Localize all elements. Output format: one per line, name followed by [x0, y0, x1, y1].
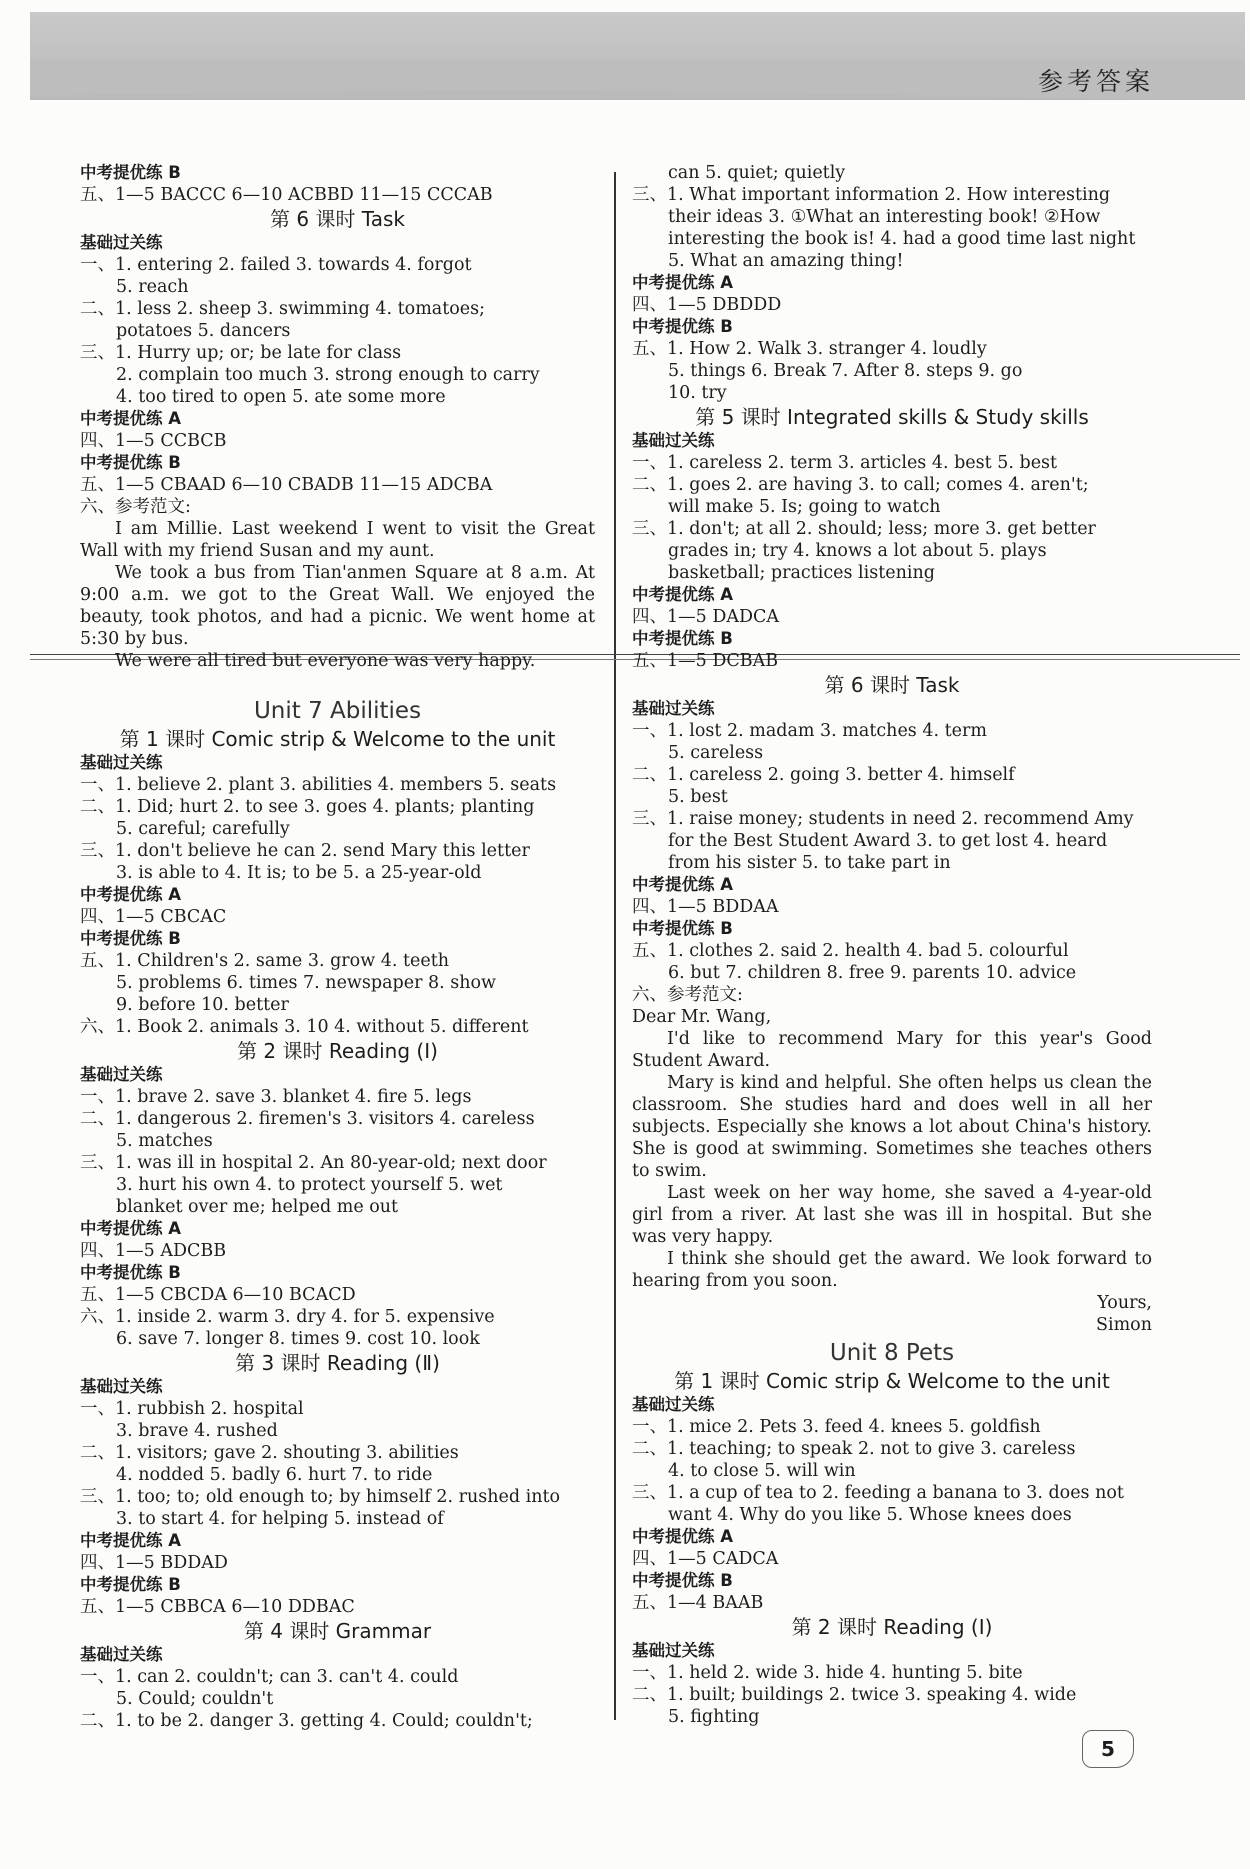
- answer-line: 5. careful; carefully: [116, 819, 290, 839]
- section-label: 中考提优练 B: [80, 929, 181, 948]
- answer-line: 一、1. believe 2. plant 3. abilities 4. members 5. seats: [80, 775, 557, 795]
- answer-line: 五、1—5 CBBCA 6—10 DDBAC: [80, 1597, 355, 1617]
- lesson-heading: 第 2 课时 Reading (Ⅰ): [791, 1615, 993, 1639]
- answer-line: 五、1. clothes 2. said 2. health 4. bad 5. colourful: [632, 941, 1069, 961]
- answer-line: grades in; try 4. knows a lot about 5. plays: [668, 541, 1047, 561]
- section-label: 基础过关练: [632, 1395, 715, 1414]
- section-label: 基础过关练: [80, 1645, 163, 1664]
- section-label: 基础过关练: [80, 1065, 163, 1084]
- answer-line: Last week on her way home, she saved a 4-year-old girl from a river. At last she was ill in hospital. But she was very happy.: [632, 1183, 1152, 1247]
- section-label: 基础过关练: [632, 699, 715, 718]
- answer-line: I'd like to recommend Mary for this year's Good Student Award.: [632, 1029, 1152, 1071]
- answer-line: 一、1. can 2. couldn't; can 3. can't 4. could: [80, 1667, 459, 1687]
- answer-line: 5. Could; couldn't: [116, 1689, 274, 1709]
- unit-heading: Unit 8 Pets: [829, 1340, 955, 1366]
- answer-line: 一、1. entering 2. failed 3. towards 4. forgot: [80, 255, 472, 275]
- answer-line: 三、1. too; to; old enough to; by himself 2. rushed into: [80, 1487, 561, 1507]
- answer-line: Dear Mr. Wang,: [632, 1007, 772, 1027]
- answer-line: blanket over me; helped me out: [116, 1197, 399, 1217]
- answer-line: I am Millie. Last weekend I went to visit the Great Wall with my friend Susan and my aunt.: [80, 519, 595, 561]
- answer-line: will make 5. Is; going to watch: [668, 497, 941, 517]
- answer-line: 四、1—5 BDDAA: [632, 897, 779, 917]
- lesson-heading: 第 4 课时 Grammar: [243, 1619, 432, 1643]
- answer-line: 三、1. Hurry up; or; be late for class: [80, 343, 402, 363]
- section-label: 中考提优练 A: [632, 273, 734, 292]
- section-label: 基础过关练: [80, 753, 163, 772]
- answer-line: 4. nodded 5. badly 6. hurt 7. to ride: [116, 1465, 433, 1485]
- right-bottom-section: [632, 628, 1152, 1728]
- answer-line: 四、1—5 ADCBB: [80, 1241, 227, 1261]
- answer-line: 5. careless: [668, 743, 764, 763]
- section-label: 基础过关练: [632, 431, 715, 450]
- section-label: 中考提优练 B: [632, 919, 733, 938]
- answer-line: can 5. quiet; quietly: [668, 163, 846, 183]
- answer-line: 三、1. was ill in hospital 2. An 80-year-old; next door: [80, 1153, 547, 1173]
- lesson-heading: 第 6 课时 Task: [270, 207, 405, 231]
- answer-line: 一、1. brave 2. save 3. blanket 4. fire 5. legs: [80, 1087, 472, 1107]
- answer-line: 3. to start 4. for helping 5. instead of: [116, 1509, 444, 1529]
- section-label: 中考提优练 A: [80, 1219, 182, 1238]
- answer-line: 二、1. dangerous 2. firemen's 3. visitors 4. careless: [80, 1109, 535, 1129]
- right-column: [632, 162, 1152, 1728]
- answer-line: 一、1. careless 2. term 3. articles 4. best 5. best: [632, 453, 1058, 473]
- unit-heading: Unit 7 Abilities: [253, 698, 422, 724]
- answer-line: 六、1. inside 2. warm 3. dry 4. for 5. expensive: [80, 1307, 495, 1327]
- answer-line: want 4. Why do you like 5. Whose knees does: [668, 1505, 1072, 1525]
- answer-line: 五、1—4 BAAB: [632, 1593, 764, 1613]
- section-label: 中考提优练 A: [632, 585, 734, 604]
- answer-line: 二、1. built; buildings 2. twice 3. speaking 4. wide: [632, 1685, 1077, 1705]
- section-label: 中考提优练 A: [632, 875, 734, 894]
- lesson-heading: 第 3 课时 Reading (Ⅱ): [235, 1351, 440, 1375]
- answer-line: We took a bus from Tian'anmen Square at 8 a.m. At 9:00 a.m. we got to the Great Wall. We enjoyed the beauty, took photos, and had a picnic. We went home at 5:30 by bus.: [80, 563, 595, 649]
- answer-line: 4. too tired to open 5. ate some more: [116, 387, 446, 407]
- answer-line: 5. problems 6. times 7. newspaper 8. show: [116, 973, 497, 993]
- answer-line: Yours,: [1097, 1293, 1152, 1313]
- header-title: 参考答案: [1037, 67, 1154, 96]
- answer-line: I think she should get the award. We look forward to hearing from you soon.: [632, 1249, 1152, 1291]
- answer-line: 四、1—5 DADCA: [632, 607, 780, 627]
- section-label: 中考提优练 B: [80, 453, 181, 472]
- lesson-heading: 第 6 课时 Task: [824, 673, 960, 697]
- answer-line: Simon: [1096, 1315, 1152, 1335]
- answer-line: for the Best Student Award 3. to get lost 4. heard: [668, 831, 1108, 851]
- answer-line: 3. hurt his own 4. to protect yourself 5. wet: [116, 1175, 503, 1195]
- answer-line: 10. try: [668, 383, 727, 403]
- answer-line: We were all tired but everyone was very happy.: [115, 651, 536, 671]
- answer-line: 五、1. Children's 2. same 3. grow 4. teeth: [80, 951, 450, 971]
- answer-line: interesting the book is! 4. had a good time last night: [668, 229, 1136, 249]
- column-rule: [614, 172, 616, 1720]
- answer-line: 6. save 7. longer 8. times 9. cost 10. look: [116, 1329, 480, 1349]
- answer-line: 一、1. rubbish 2. hospital: [80, 1399, 304, 1419]
- answer-line: 二、1. visitors; gave 2. shouting 3. abilities: [80, 1443, 459, 1463]
- answer-line: 六、参考范文:: [632, 985, 743, 1005]
- answer-line: 五、1—5 CBCDA 6—10 BCACD: [80, 1285, 356, 1305]
- answer-line: 3. is able to 4. It is; to be 5. a 25-year-old: [116, 863, 482, 883]
- left-bottom-section: [80, 694, 595, 1732]
- lesson-heading: 第 2 课时 Reading (Ⅰ): [237, 1039, 438, 1063]
- section-label: 中考提优练 B: [632, 317, 733, 336]
- answer-line: 一、1. mice 2. Pets 3. feed 4. knees 5. goldfish: [632, 1417, 1041, 1437]
- section-label: 中考提优练 A: [80, 885, 182, 904]
- answer-line: 四、1—5 BDDAD: [80, 1553, 228, 1573]
- answer-line: 五、1. How 2. Walk 3. stranger 4. loudly: [632, 339, 987, 359]
- section-label: 中考提优练 B: [80, 1575, 181, 1594]
- answer-line: from his sister 5. to take part in: [668, 853, 951, 873]
- answer-line: 三、1. raise money; students in need 2. recommend Amy: [632, 809, 1134, 829]
- answer-line: Mary is kind and helpful. She often helps us clean the classroom. She studies hard and does well in all her subjects. Especially she knows a lot about China's history. She is good at swimming. Sometimes she teaches others to swim.: [632, 1073, 1152, 1181]
- answer-line: 五、1—5 DCBAB: [632, 651, 779, 671]
- section-label: 中考提优练 A: [80, 1531, 182, 1550]
- right-top-section: [632, 162, 1152, 628]
- answer-line: 三、1. What important information 2. How interesting: [632, 185, 1111, 205]
- answer-line: 5. fighting: [668, 1707, 760, 1727]
- answer-line: 5. best: [668, 787, 728, 807]
- answer-line: 三、1. a cup of tea to 2. feeding a banana to 3. does not: [632, 1483, 1124, 1503]
- answer-line: 5. What an amazing thing!: [668, 251, 904, 271]
- answer-line: 二、1. careless 2. going 3. better 4. himself: [632, 765, 1015, 785]
- section-label: 基础过关练: [80, 1377, 163, 1396]
- answer-line: 4. to close 5. will win: [668, 1461, 856, 1481]
- answer-line: 四、1—5 CADCA: [632, 1549, 779, 1569]
- answer-line: 二、1. goes 2. are having 3. to call; comes 4. aren't;: [632, 475, 1089, 495]
- page-number: 5: [1082, 1730, 1134, 1768]
- answer-line: 5. things 6. Break 7. After 8. steps 9. go: [668, 361, 1023, 381]
- answer-line: 二、1. teaching; to speak 2. not to give 3. careless: [632, 1439, 1076, 1459]
- section-label: 中考提优练 B: [80, 1263, 181, 1282]
- answer-line: 六、1. Book 2. animals 3. 10 4. without 5. different: [80, 1017, 529, 1037]
- answer-line: 六、参考范文:: [80, 497, 191, 517]
- answer-line: 5. matches: [116, 1131, 213, 1151]
- answer-line: 2. complain too much 3. strong enough to carry: [116, 365, 540, 385]
- answer-line: 9. before 10. better: [116, 995, 289, 1015]
- section-label: 基础过关练: [632, 1641, 715, 1660]
- section-label: 中考提优练 B: [632, 629, 733, 648]
- answer-line: 三、1. don't believe he can 2. send Mary this letter: [80, 841, 530, 861]
- lesson-heading: 第 1 课时 Comic strip & Welcome to the unit: [119, 727, 556, 751]
- answer-line: their ideas 3. ①What an interesting book! ②How: [668, 207, 1101, 227]
- answer-line: 6. but 7. children 8. free 9. parents 10. advice: [668, 963, 1077, 983]
- section-label: 中考提优练 A: [80, 409, 182, 428]
- answer-line: 二、1. to be 2. danger 3. getting 4. Could; couldn't;: [80, 1711, 533, 1731]
- left-column: [80, 162, 595, 1732]
- answer-line: potatoes 5. dancers: [116, 321, 291, 341]
- answer-line: 5. reach: [116, 277, 189, 297]
- answer-line: 二、1. Did; hurt 2. to see 3. goes 4. plants; planting: [80, 797, 535, 817]
- answer-line: 四、1—5 DBDDD: [632, 295, 782, 315]
- answer-line: 五、1—5 CBAAD 6—10 CBADB 11—15 ADCBA: [80, 475, 493, 495]
- lesson-heading: 第 1 课时 Comic strip & Welcome to the unit: [674, 1369, 1110, 1393]
- answer-line: 二、1. less 2. sheep 3. swimming 4. tomatoes;: [80, 299, 486, 319]
- section-label: 中考提优练 A: [632, 1527, 734, 1546]
- answer-line: 3. brave 4. rushed: [116, 1421, 278, 1441]
- section-label: 中考提优练 B: [632, 1571, 733, 1590]
- lesson-heading: 第 5 课时 Integrated skills & Study skills: [695, 405, 1089, 429]
- left-top-section: [80, 162, 595, 672]
- answer-line: 三、1. don't; at all 2. should; less; more 3. get better: [632, 519, 1096, 539]
- answer-line: 一、1. held 2. wide 3. hide 4. hunting 5. bite: [632, 1663, 1023, 1683]
- answer-line: 五、1—5 BACCC 6—10 ACBBD 11—15 CCCAB: [80, 185, 493, 205]
- section-label: 基础过关练: [80, 233, 163, 252]
- answer-line: basketball; practices listening: [668, 563, 935, 583]
- answer-line: 四、1—5 CCBCB: [80, 431, 227, 451]
- section-label: 中考提优练 B: [80, 163, 181, 182]
- answer-line: 四、1—5 CBCAC: [80, 907, 227, 927]
- answer-line: 一、1. lost 2. madam 3. matches 4. term: [632, 721, 987, 741]
